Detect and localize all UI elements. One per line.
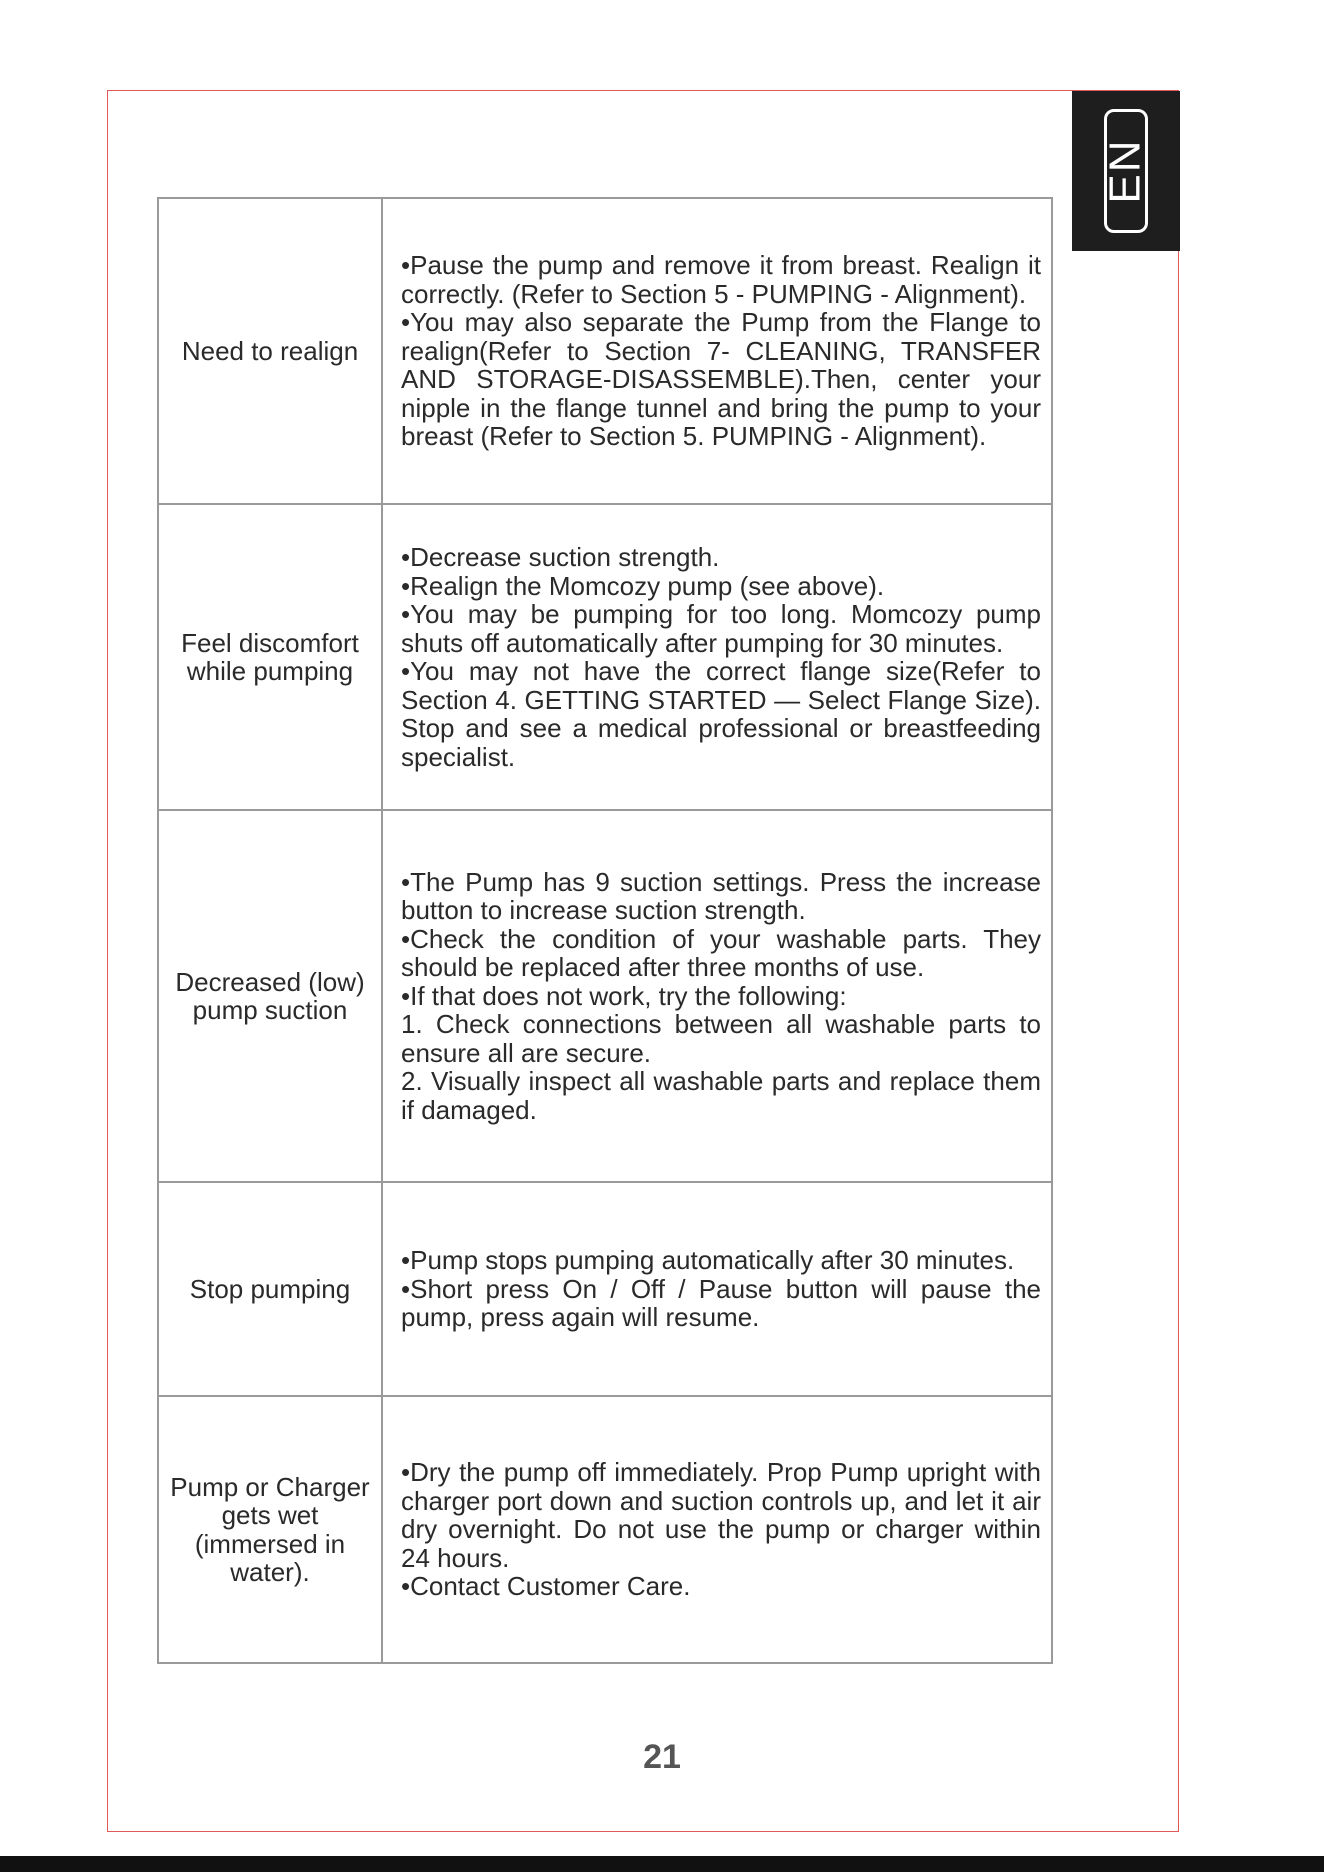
solution-line: 1. Check connections between all washable parts to ensure all are secure. [401,1009,1041,1068]
language-badge [1101,109,1150,233]
problem-cell: Need to realign [158,198,382,504]
problem-cell: Pump or Charger gets wet (immersed in water). [158,1396,382,1663]
solution-cell [382,1182,1052,1396]
language-tab [1072,91,1180,251]
table-row [158,810,1052,1182]
solution-line: •You may also separate the Pump from the Flange to realign(Refer to Section 7- CLEANING, TRANSFER AND STORAGE-DISASSEMBLE).Then, center your nipple in the flange tunnel and bring the pump to your breast (Refer to Section 5. PUMPING - Alignment). [401,307,1041,452]
troubleshooting-table [157,197,1053,1664]
problem-cell: Stop pumping [158,1182,382,1396]
solution-line: •Pump stops pumping automatically after 30 minutes. [401,1245,1015,1276]
solution-line: •Contact Customer Care. [401,1571,691,1602]
solution-line: •You may not have the correct flange size(Refer to Section 4. GETTING STARTED — Select Flange Size). Stop and see a medical professional or breastfeeding specialist. [401,656,1041,772]
solution-line: •The Pump has 9 suction settings. Press the increase button to increase suction strength. [401,866,1041,926]
page-number: 21 [643,1738,681,1776]
solution-line: •Realign the Momcozy pump (see above). [401,570,885,601]
solution-line: •Short press On / Off / Pause button will pause the pump, press again will resume. [401,1273,1041,1333]
table-row [158,1182,1052,1396]
solution-line: •You may be pumping for too long. Momcozy pump shuts off automatically after pumping for 30 minutes. [401,599,1041,658]
problem-cell: Decreased (low) pump suction [158,810,382,1182]
solution-line: •Dry the pump off immediately. Prop Pump upright with charger port down and suction controls up, and let it air dry overnight. Do not use the pump or charger within 24 hours. [401,1457,1041,1573]
language-label: EN [1101,138,1150,204]
solution-line: •If that does not work, try the following: [401,980,847,1011]
solution-line: •Check the condition of your washable parts. They should be replaced after three months of use. [401,923,1041,983]
solution-line: 2. Visually inspect all washable parts and replace them if damaged. [401,1066,1041,1125]
table-row [158,504,1052,810]
solution-cell [382,504,1052,810]
solution-line: •Pause the pump and remove it from breast. Realign it correctly. (Refer to Section 5 - PUMPING - Alignment). [401,250,1041,309]
solution-line: •Decrease suction strength. [401,542,720,572]
solution-cell [382,810,1052,1182]
solution-cell [382,1396,1052,1663]
solution-cell [382,198,1052,504]
table-row [158,198,1052,504]
bottom-bar [0,1856,1324,1872]
table-row [158,1396,1052,1663]
problem-cell: Feel discomfort while pumping [158,504,382,810]
